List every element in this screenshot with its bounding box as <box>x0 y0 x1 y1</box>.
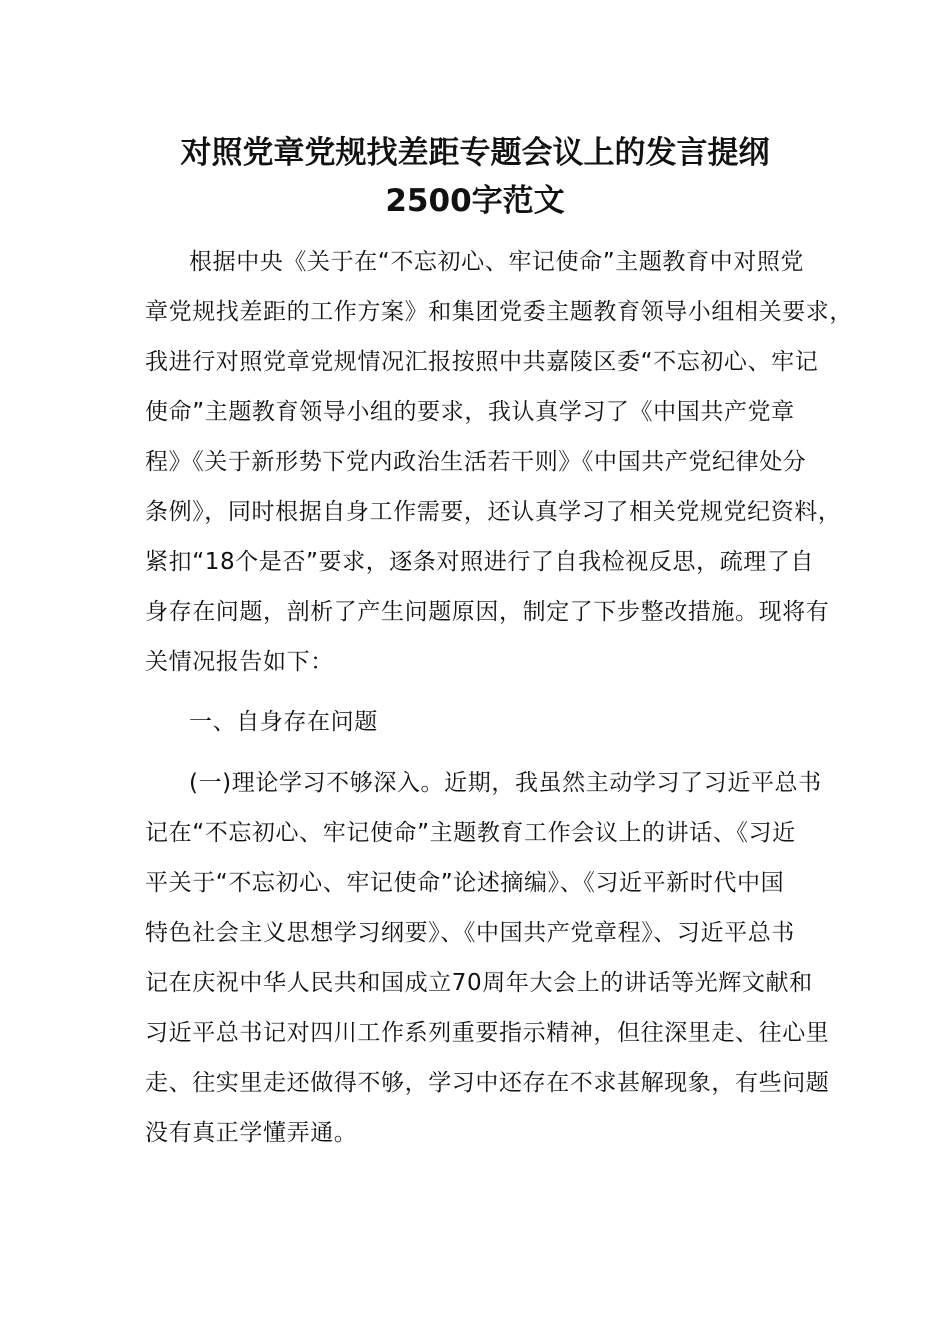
paragraph-2-line-1: (一)理论学习不够深入。近期，我虽然主动学习了习近平总书 <box>189 770 822 796</box>
paragraph-2-line-7: 走、往实里走还做得不够，学习中还存在不求甚解现象，有些问题 <box>145 1070 830 1096</box>
paragraph-1-line-7: 紧扣“18个是否”要求，逐条对照进行了自我检视反思，疏理了自 <box>145 549 815 575</box>
paragraph-1-line-5: 程》《关于新形势下党内政治生活若干则》《中国共产党纪律处分 <box>145 449 807 475</box>
paragraph-2-line-6: 习近平总书记对四川工作系列重要指示精神，但往深里走、往心里 <box>145 1020 830 1046</box>
document-title-line-1: 对照党章党规找差距专题会议上的发言提纲 <box>180 135 770 171</box>
paragraph-1-line-2: 章党规找差距的工作方案》和集团党委主题教育领导小组相关要求， <box>145 299 853 325</box>
paragraph-1-line-1: 根据中央《关于在“不忘初心、牢记使命”主题教育中对照党 <box>189 249 805 275</box>
paragraph-2-line-8: 没有真正学懂弄通。 <box>145 1120 358 1146</box>
paragraph-1-line-8: 身存在问题，剖析了产生问题原因，制定了下步整改措施。现将有 <box>145 599 830 625</box>
paragraph-2-line-5: 记在庆祝中华人民共和国成立70周年大会上的讲话等光辉文献和 <box>145 970 813 996</box>
paragraph-2-line-4: 特色社会主义思想学习纲要》、《中国共产党章程》、习近平总书 <box>145 920 795 946</box>
section-heading: 一、自身存在问题 <box>189 709 378 735</box>
paragraph-1-line-6: 条例》，同时根据自身工作需要，还认真学习了相关党规党纪资料， <box>145 499 842 525</box>
paragraph-2-line-2: 记在“不忘初心、牢记使命”主题教育工作会议上的讲话、《习近 <box>145 820 796 846</box>
paragraph-2-line-3: 平关于“不忘初心、牢记使命”论述摘编》、《习近平新时代中国 <box>145 870 785 896</box>
paragraph-1-line-4: 使命”主题教育领导小组的要求，我认真学习了《中国共产党章 <box>145 399 795 425</box>
document-title-line-2: 2500字范文 <box>385 183 565 219</box>
paragraph-1-line-9: 关情况报告如下： <box>145 649 334 675</box>
paragraph-1-line-3: 我进行对照党章党规情况汇报按照中共嘉陵区委“不忘初心、牢记 <box>145 349 819 375</box>
